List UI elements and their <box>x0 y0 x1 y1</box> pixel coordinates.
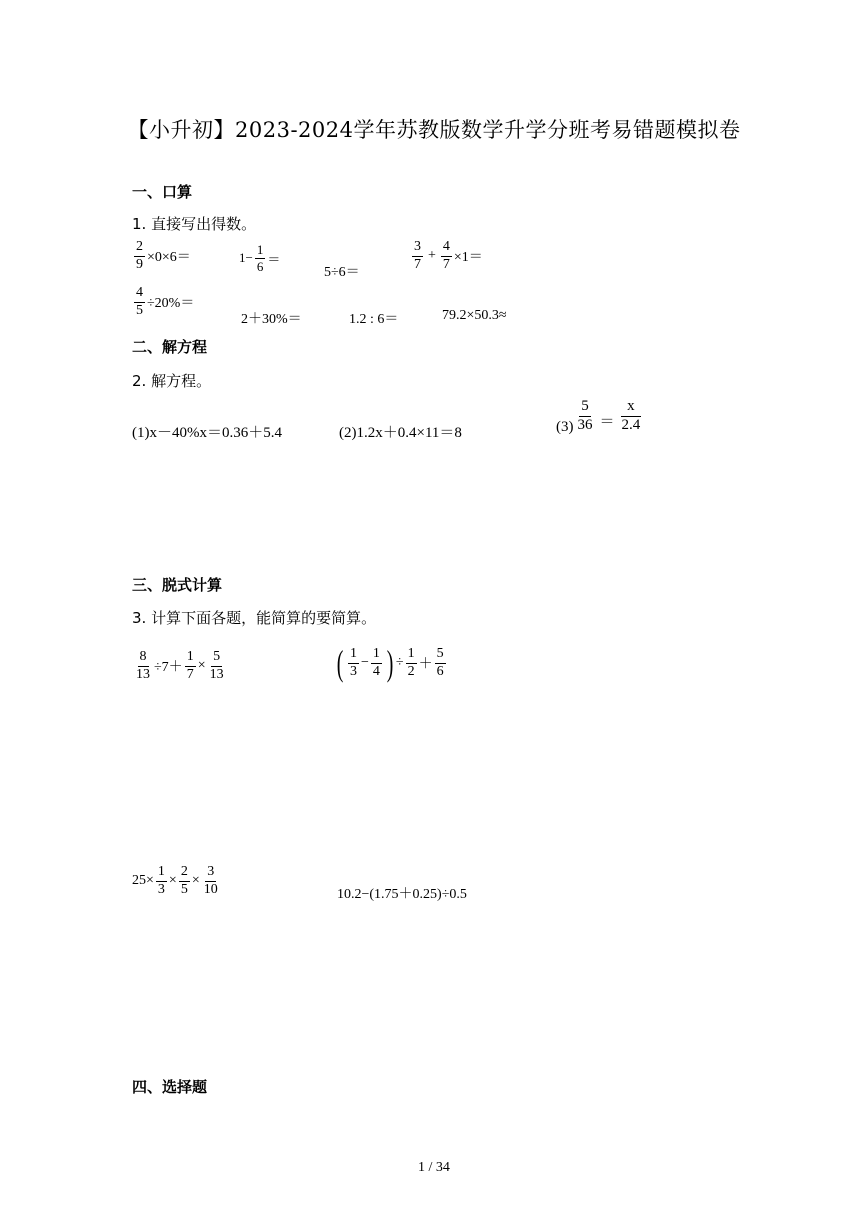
section-heading-step-calc: 三、脱式计算 <box>132 576 223 594</box>
oral-expr-8: 79.2×50.3≈ <box>442 308 507 323</box>
oral-expr-3: 5÷6＝ <box>324 265 360 280</box>
oral-expr-7: 1.2 : 6＝ <box>349 312 399 327</box>
fraction: $\frac{4}{7}$ <box>442 239 450 272</box>
oral-expr-1: $\frac{2}{9}$ ×0×6＝ <box>136 239 191 272</box>
fraction: $\frac{4}{5}$ <box>136 285 143 318</box>
equation-3: (3) $\frac{5}{36}$ ＝ $\frac{x}{2.4}$ <box>556 398 641 435</box>
equation-1: (1)x－40%x＝0.36＋5.4 <box>132 425 282 441</box>
fraction: $\frac{2}{9}$ <box>136 239 143 272</box>
oral-expr-6: 2＋30%＝ <box>241 312 302 327</box>
question-2: 2. 解方程。 <box>132 372 212 390</box>
question-3: 3. 计算下面各题，能简算的要简算。 <box>132 609 377 627</box>
calc-expr-3: 25× $\frac{1}{3}$ × $\frac{2}{5}$ × $\frac{3}{10}$ <box>132 864 218 897</box>
calc-expr-2: ( $\frac{1}{3}$ − $\frac{1}{4}$ ) ÷ $\frac{1}{2}$ ＋ $\frac{5}{6}$ <box>336 643 444 683</box>
oral-expr-5: $\frac{4}{5}$ ÷20%＝ <box>136 285 195 318</box>
oral-expr-4: $\frac{3}{7}$ + $\frac{4}{7}$ ×1＝ <box>414 239 483 272</box>
fraction: $\frac{5}{6}$ <box>436 645 444 679</box>
section-heading-equations: 二、解方程 <box>132 338 208 356</box>
fraction: $\frac{5}{13}$ <box>209 649 224 682</box>
fraction: $\frac{1}{3}$ <box>157 864 165 897</box>
fraction: $\frac{2}{5}$ <box>180 864 188 897</box>
fraction: $\frac{x}{2.4}$ <box>621 398 641 433</box>
calc-expr-1: $\frac{8}{13}$ ÷7＋ $\frac{1}{7}$ × $\frac{5}{13}$ <box>136 649 224 682</box>
fraction: $\frac{3}{7}$ <box>414 239 421 272</box>
section-heading-choice: 四、选择题 <box>132 1078 208 1096</box>
fraction: $\frac{3}{10}$ <box>203 864 218 897</box>
fraction: $\frac{1}{2}$ <box>407 645 415 679</box>
oral-expr-2: 1− $\frac{1}{6}$ ＝ <box>239 242 281 274</box>
fraction: $\frac{1}{6}$ <box>256 242 264 274</box>
fraction: $\frac{1}{3}$ <box>350 645 357 679</box>
fraction: $\frac{8}{13}$ <box>136 649 150 682</box>
fraction: $\frac{1}{7}$ <box>186 649 194 682</box>
document-title: 【小升初】2023-2024学年苏教版数学升学分班考易错题模拟卷 <box>127 118 741 142</box>
calc-expr-4: 10.2−(1.75＋0.25)÷0.5 <box>337 887 467 902</box>
page-number: 1 / 34 <box>418 1160 450 1175</box>
fraction: $\frac{5}{36}$ <box>577 398 593 433</box>
fraction: $\frac{1}{4}$ <box>372 645 380 679</box>
question-1: 1. 直接写出得数。 <box>132 215 257 233</box>
section-heading-oral-calc: 一、口算 <box>132 183 193 201</box>
equation-2: (2)1.2x＋0.4×11＝8 <box>339 425 462 441</box>
